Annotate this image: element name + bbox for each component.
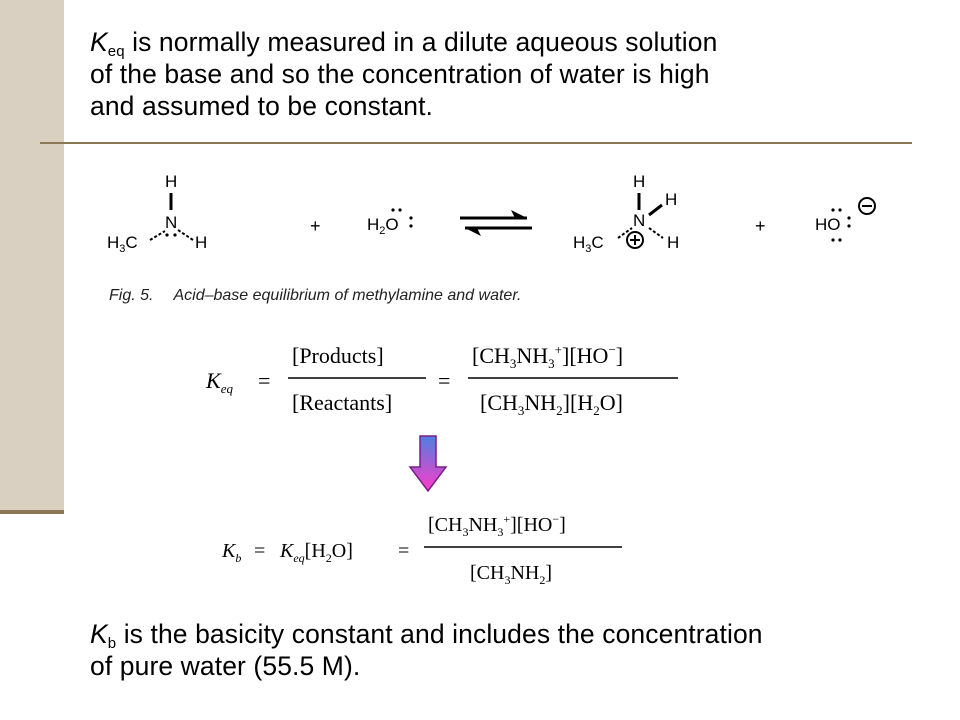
ammonium-h-right-top: H — [665, 190, 678, 209]
hydroxide-formula: HO — [815, 215, 841, 234]
lone-pair-dot — [838, 208, 841, 211]
kb-denominator: $[CH_3NH_2]$ — [470, 562, 553, 587]
bond — [150, 231, 165, 240]
keq-times-water: $K_{eq}[H_2O]$ — [280, 540, 353, 565]
intro-line-1 — [90, 26, 930, 58]
kb-equation — [218, 505, 638, 595]
bond — [649, 205, 662, 215]
sidebar-bar — [0, 0, 64, 512]
plus-sign-1: + — [310, 216, 321, 236]
bond — [649, 228, 663, 238]
lone-pair-dot — [847, 216, 850, 219]
equilibrium-arrows-icon — [460, 210, 532, 236]
ammonium-h-right-bottom: H — [667, 233, 680, 252]
down-arrow-icon — [408, 435, 448, 493]
intro-line-1-text: is normally measured in a dilute aqueous solution — [124, 27, 718, 57]
sidebar-edge-line — [0, 510, 64, 514]
methylamine-structure — [107, 172, 207, 255]
conclusion-line-2: of pure water (55.5 M). — [90, 651, 361, 681]
intro-line-3: and assumed to be constant. — [90, 91, 434, 121]
ammonium-n: N — [633, 211, 646, 230]
intro-paragraph — [90, 26, 930, 122]
equals-sign: = — [258, 368, 271, 393]
kb-subscript: b — [107, 635, 117, 652]
lone-pair-dot — [838, 238, 841, 241]
equals-sign: = — [254, 540, 266, 562]
water-formula: $H_2O$ — [367, 215, 399, 237]
keq-denominator: $[CH_3NH_2][H_2O]$ — [480, 390, 623, 418]
figure-caption — [109, 287, 522, 304]
caption-text: Acid–base equilibrium of methylamine and water. — [173, 287, 522, 304]
lone-pair-dot — [847, 224, 850, 227]
reaction-scheme — [95, 160, 915, 305]
plus-sign-2: + — [755, 216, 766, 236]
reactants-term: [Reactants] — [292, 390, 393, 415]
methylamine-h-top: H — [165, 172, 178, 191]
methylammonium-structure — [573, 172, 679, 255]
ammonium-h-top: H — [633, 172, 646, 191]
hydroxide-structure — [815, 198, 875, 242]
lone-pair-dot — [391, 208, 394, 211]
caption-figure-number: Fig. 5. — [109, 287, 154, 304]
keq-numerator: $[CH_3NH_3^+][HO^-]$ — [472, 342, 624, 371]
ammonium-h3c: $H_3C$ — [573, 233, 604, 255]
bond — [178, 230, 193, 240]
equals-sign-2: = — [398, 540, 410, 562]
products-term: [Products] — [292, 343, 384, 368]
kb-symbol: $K_b$ — [222, 540, 242, 565]
k-symbol: K — [90, 27, 108, 57]
kb-numerator: $[CH_3NH_3^+][HO^-]$ — [428, 512, 566, 539]
methylamine-h3c: $H_3C$ — [107, 233, 138, 255]
keq-symbol: $K_{eq}$ — [206, 368, 233, 396]
methylamine-h-right: H — [195, 233, 208, 252]
lone-pair-dot — [831, 238, 834, 241]
water-structure — [367, 208, 413, 237]
positive-charge-icon — [627, 232, 643, 248]
lone-pair-dot — [831, 208, 834, 211]
intro-line-2: of the base and so the concentration of water is high — [90, 59, 710, 89]
kb-letter: K — [90, 619, 108, 649]
title-divider-rule — [40, 142, 912, 144]
methylamine-n: N — [165, 213, 178, 232]
keq-equation — [200, 330, 700, 430]
conclusion-line-1-text: is the basicity constant and includes the concentration — [116, 619, 763, 649]
k-subscript: eq — [107, 43, 125, 60]
lone-pair-dot — [409, 224, 412, 227]
lone-pair-dot — [409, 216, 412, 219]
lone-pair-dot — [165, 233, 168, 236]
conclusion-line-1 — [90, 618, 940, 650]
equals-sign-2: = — [438, 368, 451, 393]
negative-charge-icon — [859, 198, 875, 214]
conclusion-paragraph — [90, 618, 940, 682]
lone-pair-dot — [398, 208, 401, 211]
lone-pair-dot — [173, 233, 176, 236]
